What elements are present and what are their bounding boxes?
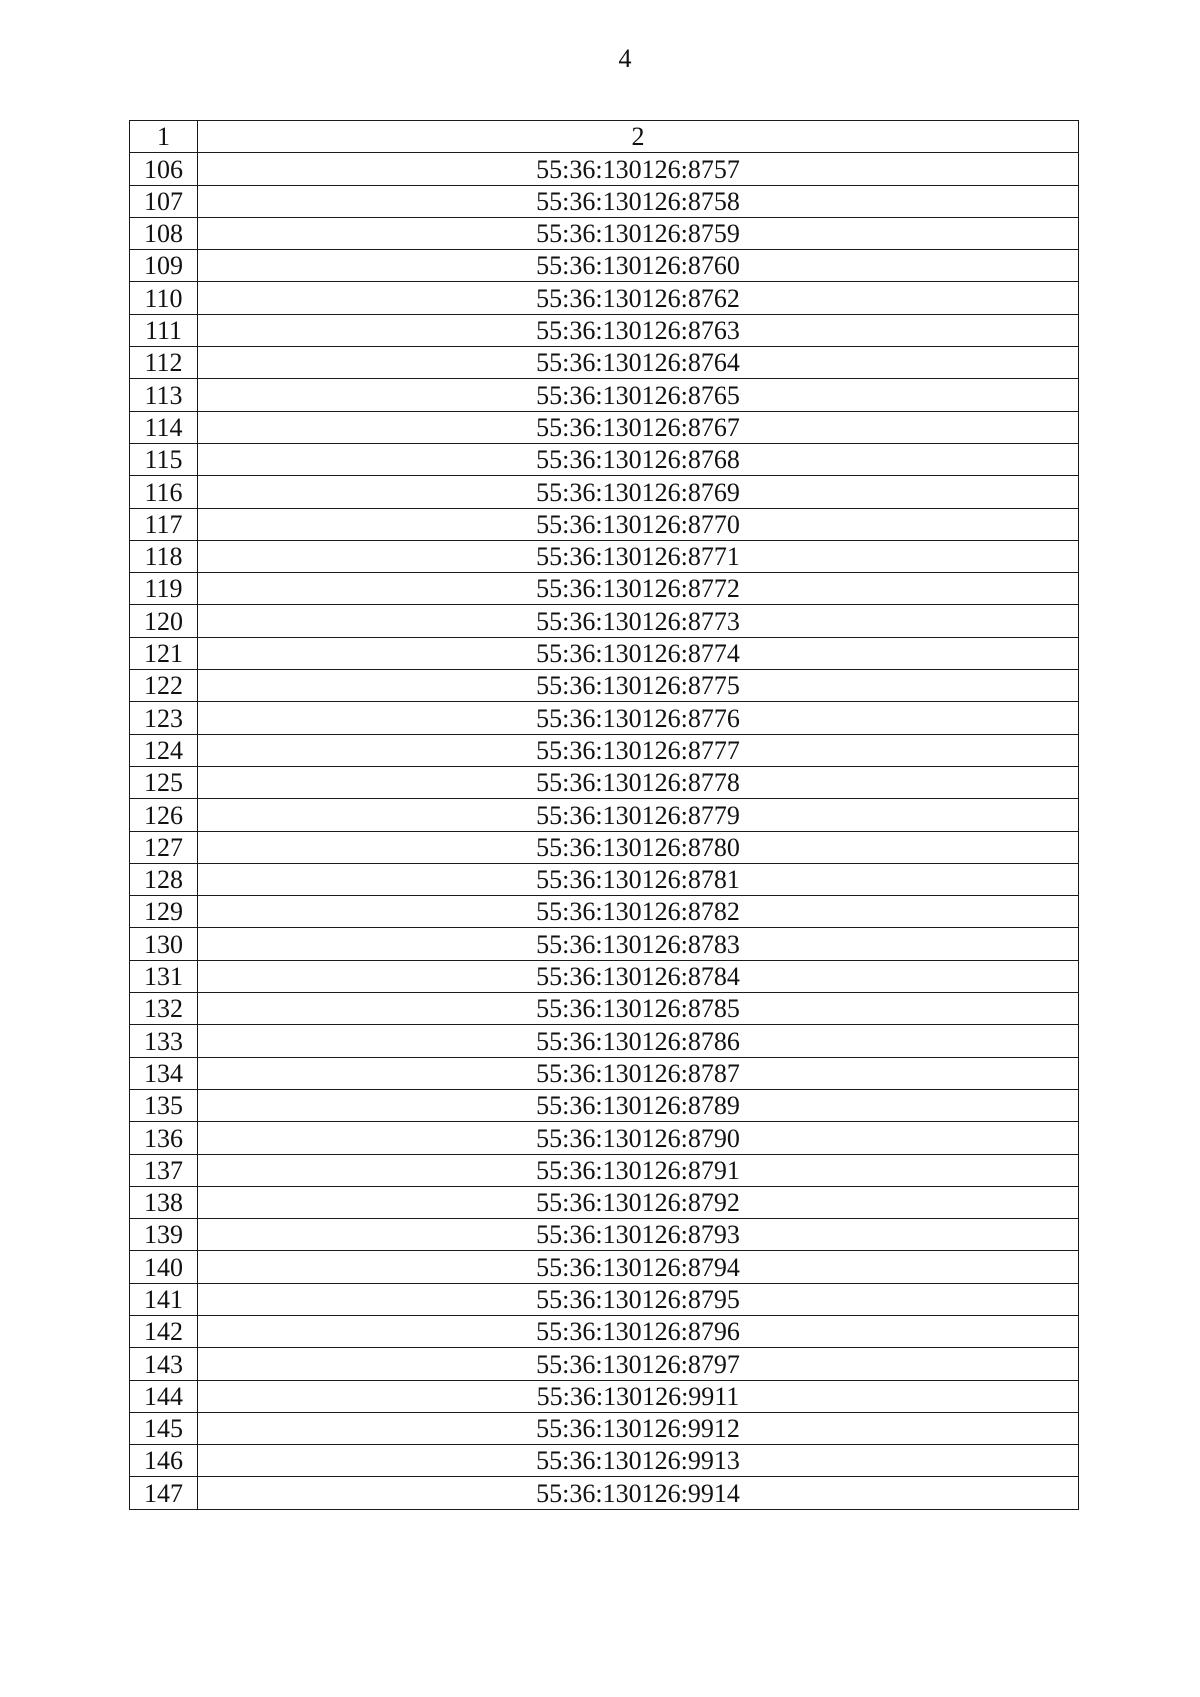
table-row: [130, 411, 1079, 443]
table-row: [130, 314, 1079, 346]
row-number-cell: 140: [130, 1251, 198, 1283]
cadastral-number-cell: 55:36:130126:8794: [198, 1251, 1079, 1283]
table-row: [130, 670, 1079, 702]
table-row: [130, 605, 1079, 637]
cadastral-number-cell: 55:36:130126:8769: [198, 476, 1079, 508]
cadastral-number-cell: 55:36:130126:8757: [198, 153, 1079, 185]
table-row: [130, 734, 1079, 766]
cadastral-number-cell: 55:36:130126:9914: [198, 1477, 1079, 1509]
table-body: [130, 121, 1079, 1510]
table-row: [130, 1219, 1079, 1251]
row-number-cell: 119: [130, 573, 198, 605]
cadastral-number-cell: 55:36:130126:8770: [198, 508, 1079, 540]
cadastral-number-cell: 55:36:130126:8768: [198, 443, 1079, 475]
row-number-cell: 110: [130, 282, 198, 314]
table-row: [130, 766, 1079, 798]
table-row: [130, 250, 1079, 282]
cadastral-number-cell: 55:36:130126:8776: [198, 702, 1079, 734]
row-number-cell: 144: [130, 1380, 198, 1412]
table-row: [130, 928, 1079, 960]
cadastral-number-cell: 55:36:130126:8758: [198, 185, 1079, 217]
header-cell-col2: 2: [198, 121, 1079, 153]
cadastral-number-cell: 55:36:130126:8764: [198, 347, 1079, 379]
cadastral-number-cell: 55:36:130126:8772: [198, 573, 1079, 605]
cadastral-number-cell: 55:36:130126:9911: [198, 1380, 1079, 1412]
row-number-cell: 142: [130, 1315, 198, 1347]
row-number-cell: 124: [130, 734, 198, 766]
cadastral-number-cell: 55:36:130126:8780: [198, 831, 1079, 863]
table-row: [130, 1477, 1079, 1509]
row-number-cell: 128: [130, 863, 198, 895]
row-number-cell: 129: [130, 896, 198, 928]
row-number-cell: 120: [130, 605, 198, 637]
cadastral-number-cell: 55:36:130126:8790: [198, 1122, 1079, 1154]
cadastral-number-cell: 55:36:130126:8785: [198, 993, 1079, 1025]
cadastral-number-cell: 55:36:130126:8793: [198, 1219, 1079, 1251]
row-number-cell: 134: [130, 1057, 198, 1089]
cadastral-table: [129, 120, 1079, 1510]
cadastral-number-cell: 55:36:130126:9912: [198, 1412, 1079, 1444]
row-number-cell: 121: [130, 637, 198, 669]
table-row: [130, 1348, 1079, 1380]
cadastral-number-cell: 55:36:130126:8791: [198, 1154, 1079, 1186]
table-row: [130, 831, 1079, 863]
row-number-cell: 115: [130, 443, 198, 475]
table-row: [130, 896, 1079, 928]
cadastral-number-cell: 55:36:130126:8783: [198, 928, 1079, 960]
table-row: [130, 379, 1079, 411]
table-row: [130, 637, 1079, 669]
table-row: [130, 1057, 1079, 1089]
cadastral-number-cell: 55:36:130126:8777: [198, 734, 1079, 766]
row-number-cell: 107: [130, 185, 198, 217]
row-number-cell: 109: [130, 250, 198, 282]
table-row: [130, 1089, 1079, 1121]
row-number-cell: 114: [130, 411, 198, 443]
row-number-cell: 133: [130, 1025, 198, 1057]
table-row: [130, 347, 1079, 379]
row-number-cell: 125: [130, 766, 198, 798]
cadastral-number-cell: 55:36:130126:8795: [198, 1283, 1079, 1315]
row-number-cell: 112: [130, 347, 198, 379]
cadastral-number-cell: 55:36:130126:8773: [198, 605, 1079, 637]
table-row: [130, 799, 1079, 831]
cadastral-number-cell: 55:36:130126:8786: [198, 1025, 1079, 1057]
cadastral-number-cell: 55:36:130126:8767: [198, 411, 1079, 443]
table-row: [130, 1122, 1079, 1154]
cadastral-number-cell: 55:36:130126:8781: [198, 863, 1079, 895]
table-row: [130, 702, 1079, 734]
row-number-cell: 145: [130, 1412, 198, 1444]
table-row: [130, 960, 1079, 992]
page-number: 4: [618, 44, 632, 73]
table-row: [130, 1186, 1079, 1218]
table-row: [130, 573, 1079, 605]
row-number-cell: 141: [130, 1283, 198, 1315]
cadastral-number-cell: 55:36:130126:9913: [198, 1445, 1079, 1477]
table-row: [130, 1025, 1079, 1057]
cadastral-number-cell: 55:36:130126:8775: [198, 670, 1079, 702]
table-row: [130, 540, 1079, 572]
row-number-cell: 132: [130, 993, 198, 1025]
row-number-cell: 111: [130, 314, 198, 346]
row-number-cell: 126: [130, 799, 198, 831]
cadastral-number-cell: 55:36:130126:8765: [198, 379, 1079, 411]
table-row: [130, 1315, 1079, 1347]
row-number-cell: 147: [130, 1477, 198, 1509]
row-number-cell: 131: [130, 960, 198, 992]
cadastral-number-cell: 55:36:130126:8778: [198, 766, 1079, 798]
cadastral-number-cell: 55:36:130126:8782: [198, 896, 1079, 928]
row-number-cell: 139: [130, 1219, 198, 1251]
cadastral-number-cell: 55:36:130126:8759: [198, 217, 1079, 249]
table-row: [130, 282, 1079, 314]
row-number-cell: 116: [130, 476, 198, 508]
table-row: [130, 1283, 1079, 1315]
cadastral-number-cell: 55:36:130126:8789: [198, 1089, 1079, 1121]
cadastral-number-cell: 55:36:130126:8796: [198, 1315, 1079, 1347]
cadastral-number-cell: 55:36:130126:8774: [198, 637, 1079, 669]
table-row: [130, 1412, 1079, 1444]
table-row: [130, 863, 1079, 895]
table-row: [130, 443, 1079, 475]
cadastral-number-cell: 55:36:130126:8787: [198, 1057, 1079, 1089]
cadastral-number-cell: 55:36:130126:8771: [198, 540, 1079, 572]
row-number-cell: 137: [130, 1154, 198, 1186]
cadastral-number-cell: 55:36:130126:8763: [198, 314, 1079, 346]
row-number-cell: 138: [130, 1186, 198, 1218]
table-row: [130, 508, 1079, 540]
table-row: [130, 153, 1079, 185]
cadastral-number-cell: 55:36:130126:8762: [198, 282, 1079, 314]
row-number-cell: 123: [130, 702, 198, 734]
row-number-cell: 106: [130, 153, 198, 185]
table-row: [130, 1251, 1079, 1283]
header-cell-col1: 1: [130, 121, 198, 153]
row-number-cell: 143: [130, 1348, 198, 1380]
cadastral-number-cell: 55:36:130126:8760: [198, 250, 1079, 282]
table-header-row: [130, 121, 1079, 153]
row-number-cell: 146: [130, 1445, 198, 1477]
cadastral-number-cell: 55:36:130126:8784: [198, 960, 1079, 992]
row-number-cell: 136: [130, 1122, 198, 1154]
row-number-cell: 130: [130, 928, 198, 960]
cadastral-number-cell: 55:36:130126:8779: [198, 799, 1079, 831]
cadastral-number-cell: 55:36:130126:8792: [198, 1186, 1079, 1218]
table-row: [130, 1445, 1079, 1477]
table-row: [130, 993, 1079, 1025]
table-row: [130, 1380, 1079, 1412]
table-row: [130, 185, 1079, 217]
row-number-cell: 135: [130, 1089, 198, 1121]
table-row: [130, 217, 1079, 249]
table-row: [130, 1154, 1079, 1186]
row-number-cell: 127: [130, 831, 198, 863]
row-number-cell: 118: [130, 540, 198, 572]
row-number-cell: 117: [130, 508, 198, 540]
row-number-cell: 113: [130, 379, 198, 411]
row-number-cell: 108: [130, 217, 198, 249]
row-number-cell: 122: [130, 670, 198, 702]
cadastral-number-cell: 55:36:130126:8797: [198, 1348, 1079, 1380]
table-row: [130, 476, 1079, 508]
